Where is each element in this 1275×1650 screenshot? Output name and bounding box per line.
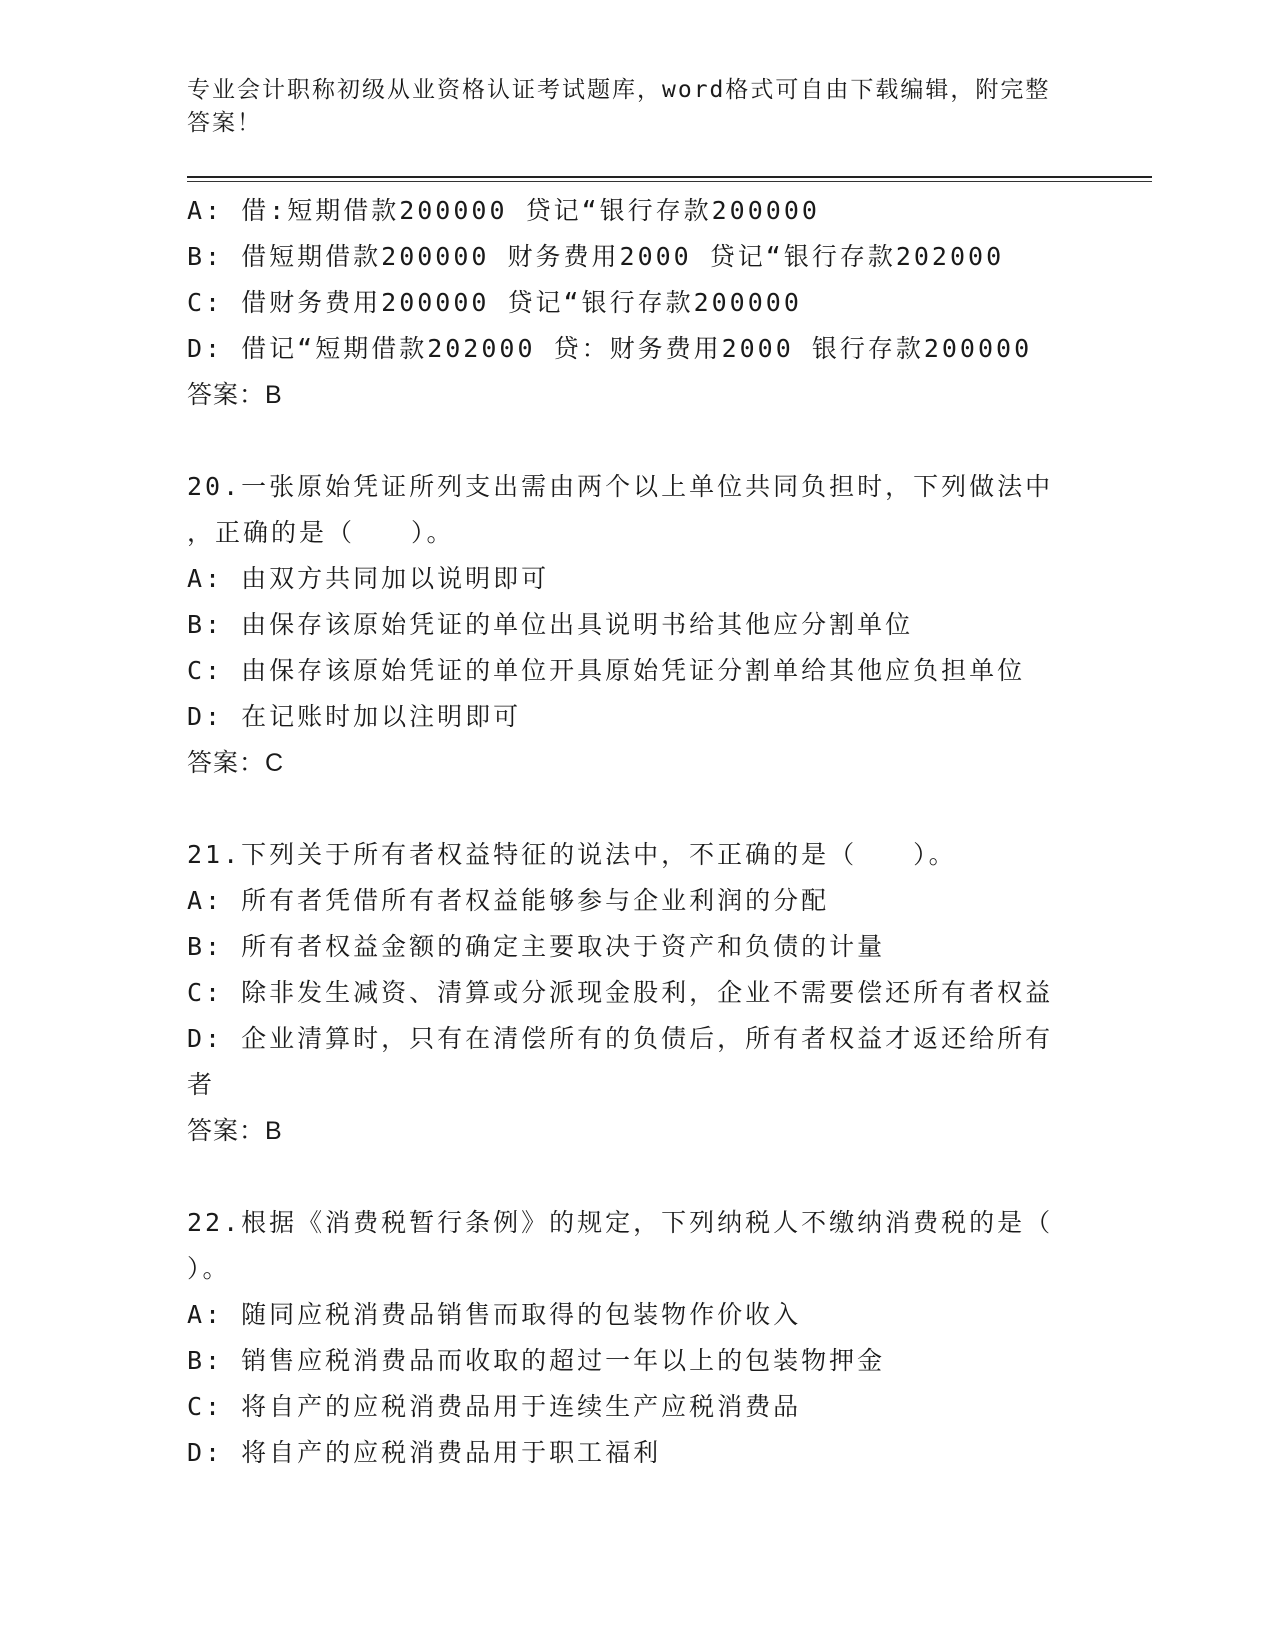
q21-answer: 答案：B	[187, 1117, 283, 1145]
q20-option-b: B: 由保存该原始凭证的单位出具说明书给其他应分割单位	[187, 610, 914, 639]
question-22	[187, 1200, 1087, 1476]
question-20	[187, 464, 1087, 786]
q21-option-c: C: 除非发生减资、清算或分派现金股利，企业不需要偿还所有者权益	[187, 978, 1054, 1007]
q20-option-a: A: 由双方共同加以说明即可	[187, 564, 550, 593]
q21-option-b: B: 所有者权益金额的确定主要取决于资产和负债的计量	[187, 932, 886, 961]
question-21	[187, 832, 1087, 1154]
q20-option-c: C: 由保存该原始凭证的单位开具原始凭证分割单给其他应负担单位	[187, 656, 1026, 685]
q21-option-a: A: 所有者凭借所有者权益能够参与企业利润的分配	[187, 886, 830, 915]
header-divider-thin	[187, 181, 1152, 182]
q22-option-c: C: 将自产的应税消费品用于连续生产应税消费品	[187, 1392, 802, 1421]
q19-answer: 答案：B	[187, 381, 283, 409]
question-list	[187, 188, 1087, 1476]
q20-stem-line-2: ，正确的是（ ）。	[187, 518, 455, 547]
q19-option-d: D: 借记“短期借款202000 贷：财务费用2000 银行存款200000	[187, 334, 1033, 363]
q22-stem-line-1: 22.根据《消费税暂行条例》的规定，下列纳税人不缴纳消费税的是（	[187, 1208, 1054, 1237]
q22-stem-line-2: ）。	[187, 1254, 231, 1283]
q20-option-d: D: 在记账时加以注明即可	[187, 702, 522, 731]
q19-option-a: A: 借:短期借款200000 贷记“银行存款200000	[187, 196, 820, 225]
q22-option-d: D: 将自产的应税消费品用于职工福利	[187, 1438, 662, 1467]
q22-option-b: B: 销售应税消费品而收取的超过一年以上的包装物押金	[187, 1346, 886, 1375]
q22-option-a: A: 随同应税消费品销售而取得的包装物作价收入	[187, 1300, 802, 1329]
q20-stem-line-1: 20.一张原始凭证所列支出需由两个以上单位共同负担时，下列做法中	[187, 472, 1054, 501]
q19-option-c: C: 借财务费用200000 贷记“银行存款200000	[187, 288, 802, 317]
header-divider-thick	[187, 176, 1152, 178]
q21-option-d-line-2: 者	[187, 1070, 216, 1099]
q21-stem: 21.下列关于所有者权益特征的说法中，不正确的是（ ）。	[187, 840, 957, 869]
page-header-text: 专业会计职称初级从业资格认证考试题库，word格式可自由下载编辑，附完整答案！	[187, 77, 1051, 136]
q20-answer: 答案：C	[187, 749, 285, 777]
q19-option-b: B: 借短期借款200000 财务费用2000 贷记“银行存款202000	[187, 242, 1005, 271]
q21-option-d-line-1: D: 企业清算时，只有在清偿所有的负债后，所有者权益才返还给所有	[187, 1024, 1054, 1053]
question-19	[187, 188, 1087, 418]
